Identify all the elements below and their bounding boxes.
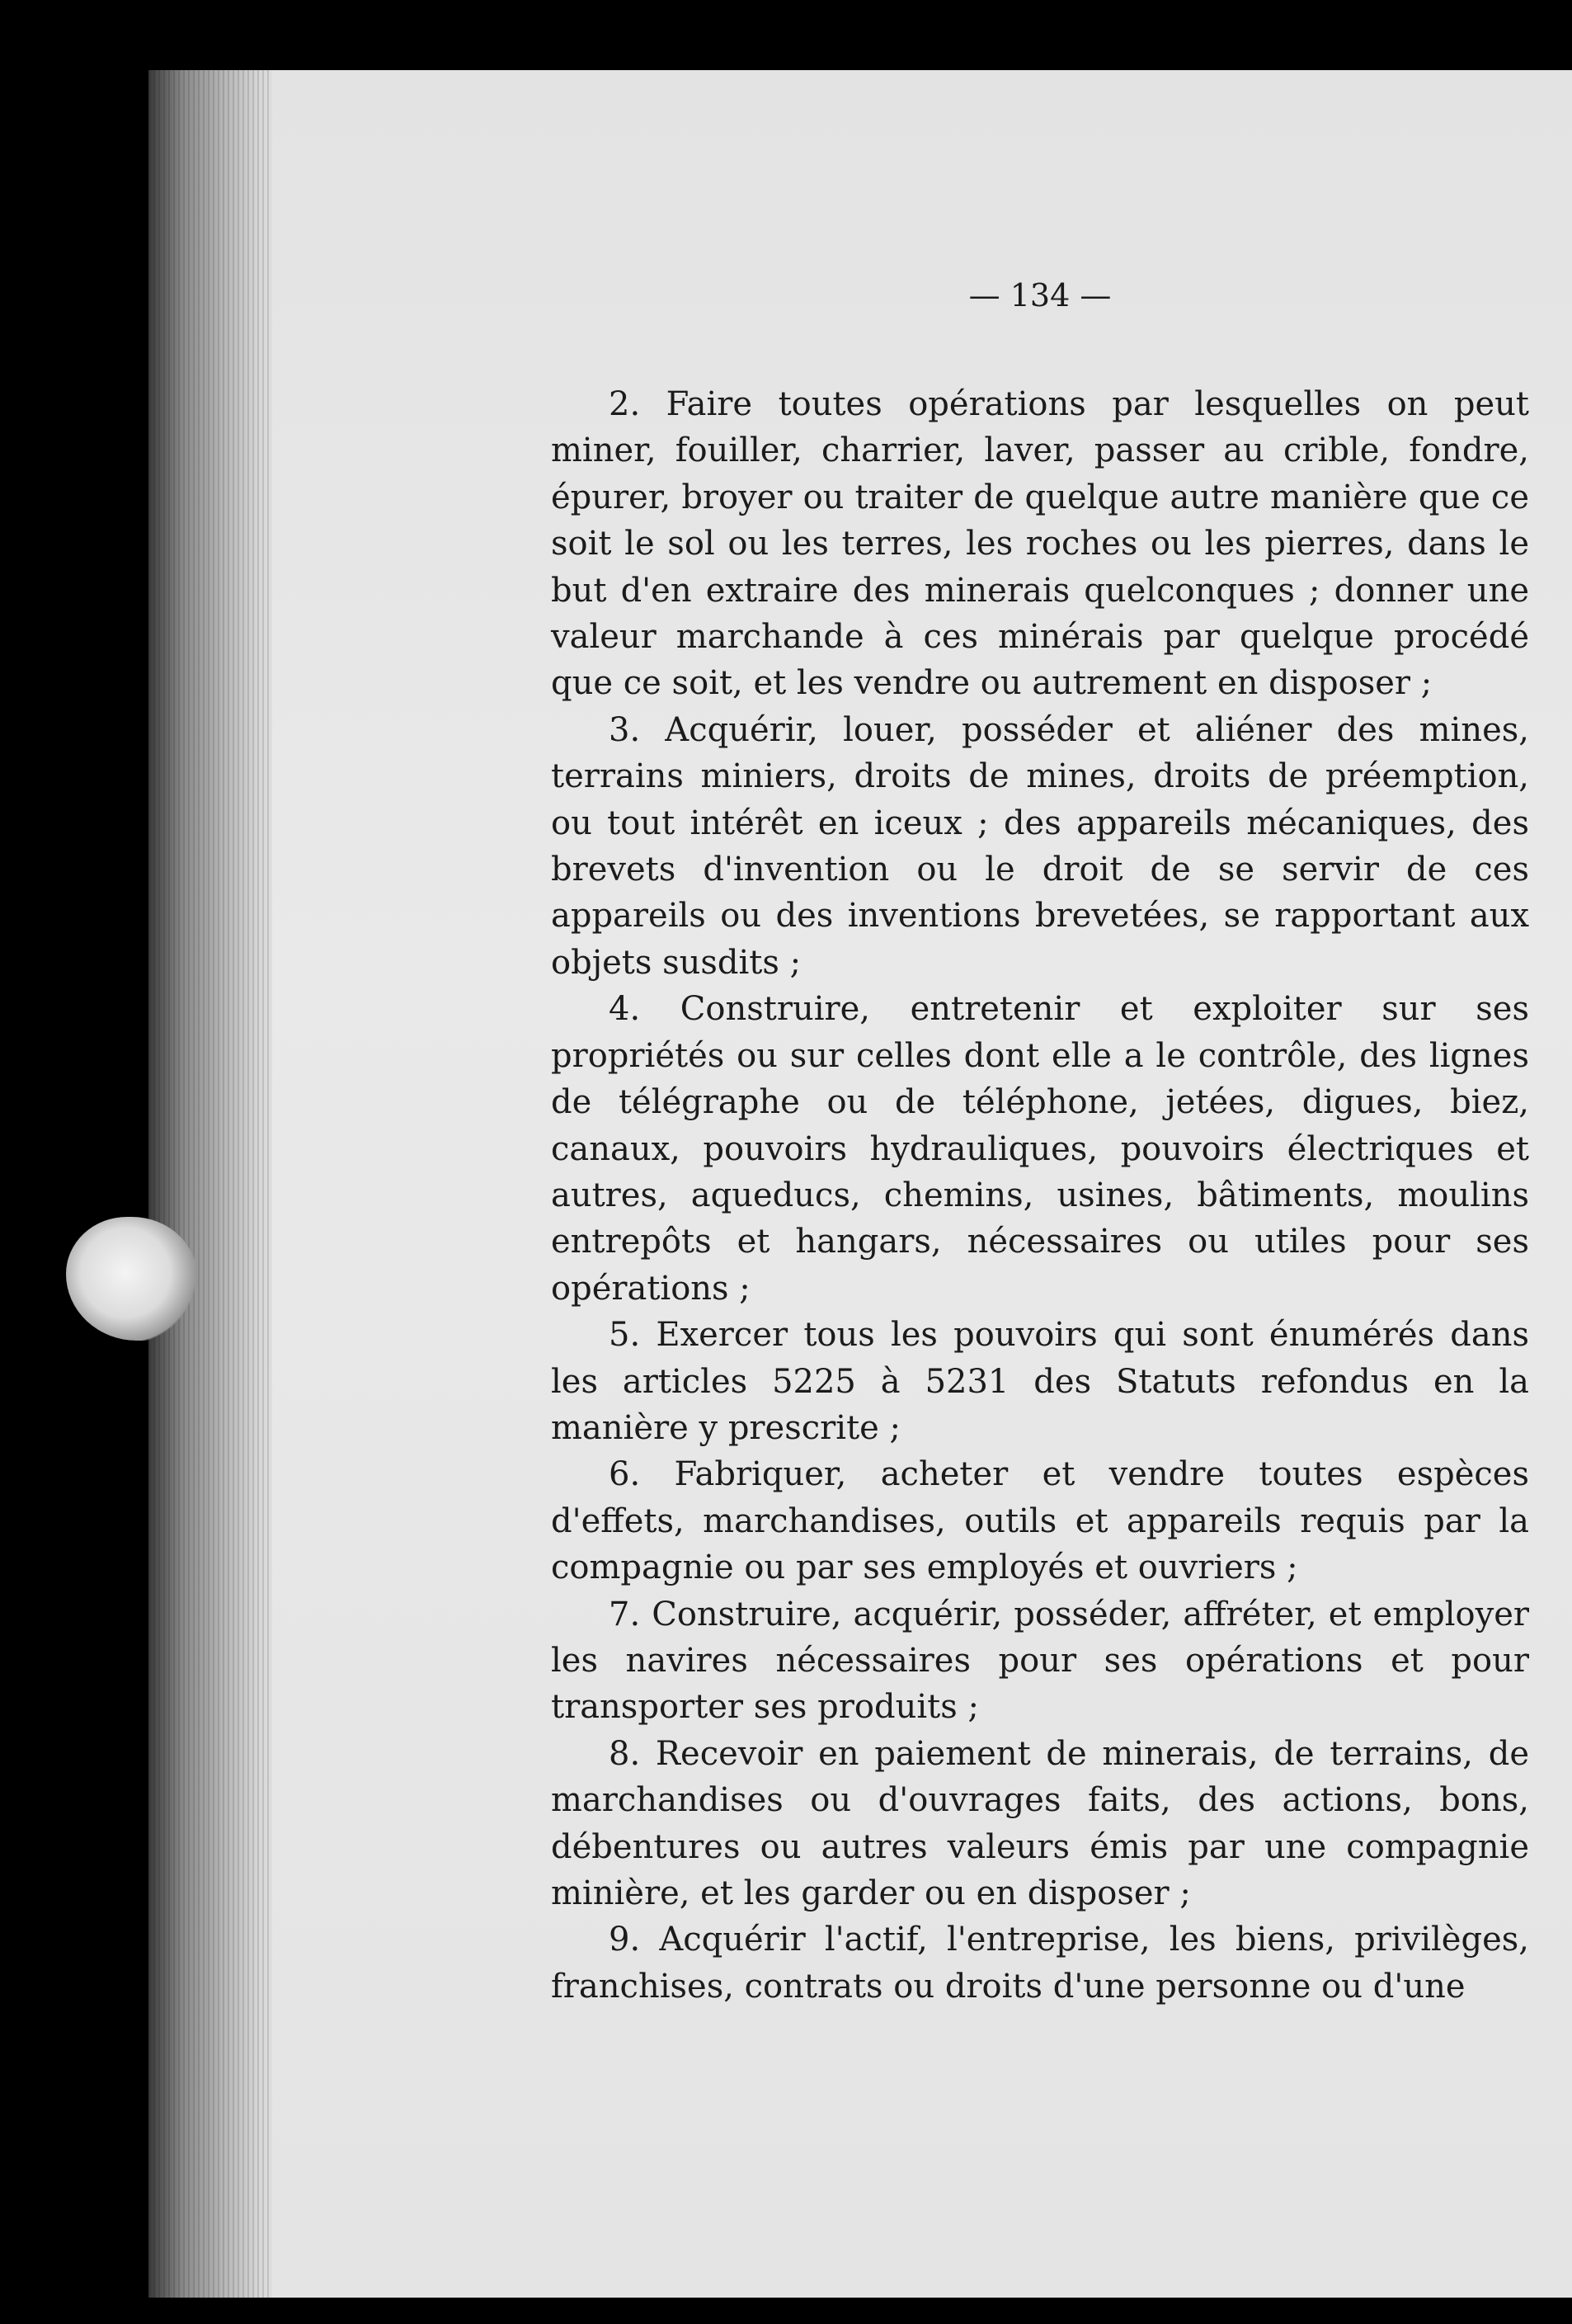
article-9: 9. Acquérir l'actif, l'entreprise, les biens, privilèges, franchises, contrats ou droits d'une personne ou d'une (551, 1921, 1529, 2006)
article-5: 5. Exercer tous les pouvoirs qui sont énumérés dans les articles 5225 à 5231 des Statuts refondus en la manière y prescrite ; (551, 1316, 1529, 1447)
article-4: 4. Construire, entretenir et exploiter sur ses propriétés ou sur celles dont elle a le contrôle, des lignes de télégraphe ou de téléphone, jetées, digues, biez, canaux, pouvoirs hydrauliques, pouvoirs électriques et autres, aqueducs, chemins, usines, bâtiments, moulins entrepôts et hangars, nécessaires ou utiles pour ses opérations ; (551, 990, 1529, 1308)
paper-damage-spot (66, 1217, 198, 1341)
document-text (551, 272, 1529, 2010)
article-3: 3. Acquérir, louer, posséder et aliéner des mines, terrains miniers, droits de mines, droits de préemption, ou tout intérêt en iceux ; des appareils mécaniques, des brevets d'invention ou le droit de se servir de ces appareils ou des inventions brevetées, se rapportant aux objets susdits ; (551, 710, 1529, 982)
page-edge-shadow (148, 70, 289, 2298)
article-7: 7. Construire, acquérir, posséder, affréter, et employer les navires nécessaires pour ses opérations et pour transporter ses produits ; (551, 1595, 1529, 1727)
article-8: 8. Recevoir en paiement de minerais, de terrains, de marchandises ou d'ouvrages faits, des actions, bons, débentures ou autres valeurs émis par une compagnie minière, et les garder ou en disposer ; (551, 1734, 1529, 1912)
article-2: 2. Faire toutes opérations par lesquelles on peut miner, fouiller, charrier, laver, passer au crible, fondre, épurer, broyer ou traiter de quelque autre manière que ce soit le sol ou les terres, les roches ou les pierres, dans le but d'en extraire des minerais quelconques ; donner une valeur marchande à ces minérais par quelque procédé que ce soit, et les vendre ou autrement en disposer ; (551, 385, 1529, 703)
page-number: — 134 — (968, 277, 1112, 313)
article-6: 6. Fabriquer, acheter et vendre toutes espèces d'effets, marchandises, outils et appareils requis par la compagnie ou par ses employés et ouvriers ; (551, 1455, 1529, 1587)
